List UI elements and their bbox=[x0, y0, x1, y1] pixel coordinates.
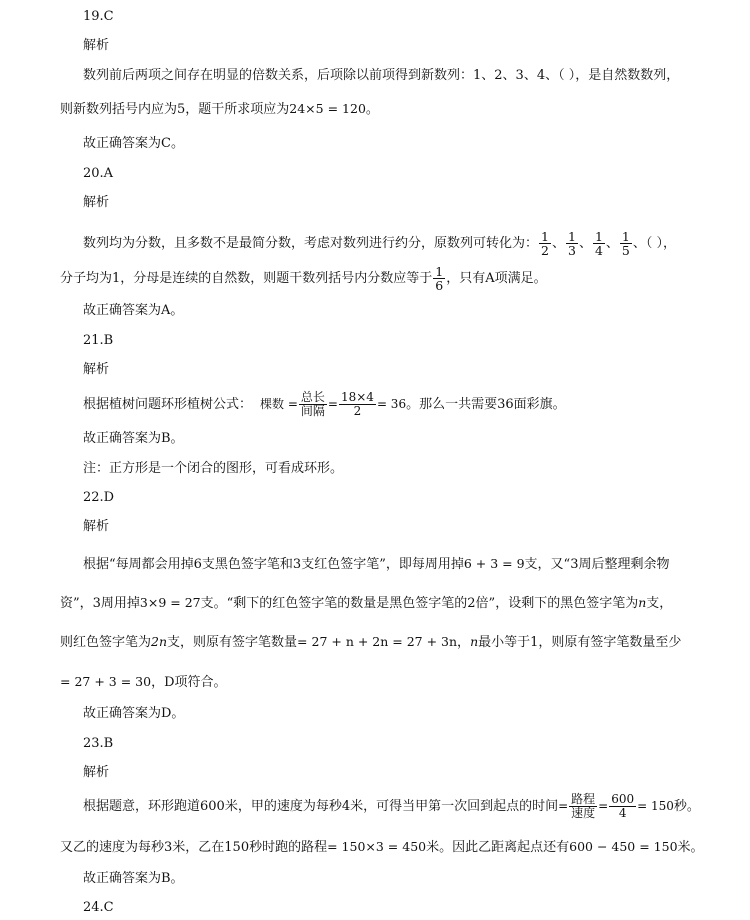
q21-fraction-1-num: 总长 bbox=[300, 390, 325, 404]
q22-formula-5: = 27 + 3 = 30 bbox=[60, 674, 152, 689]
question-24-answer: 24.C bbox=[83, 900, 114, 915]
q22-analysis-label: 解析 bbox=[83, 519, 110, 534]
q23-formula-2: 600 − 450 = 150 bbox=[569, 839, 678, 854]
q23-answer-text: 故正确答案为B。 bbox=[83, 871, 184, 886]
question-23-answer: 23.B bbox=[83, 736, 114, 751]
question-22-answer: 22.D bbox=[83, 490, 115, 505]
q20-text-a: 数列均为分数，且多数不是最简分数，考虑对数列进行约分，原数列可转化为： bbox=[83, 236, 539, 251]
q22-analysis-line-1 bbox=[83, 555, 669, 574]
q19-analysis-line-1: 数列前后两项之间存在明显的倍数关系，后项除以前项得到新数列：1、2、3、4、（ ），是自然数数列， bbox=[83, 68, 680, 83]
q21-analysis-line-1 bbox=[83, 386, 566, 422]
q20-fraction-3-num: 1 bbox=[594, 229, 603, 244]
q23-formula-1: = 150×3 = 450 bbox=[327, 839, 427, 854]
q22-text-2a: 资”，3周用掉 bbox=[60, 596, 140, 611]
q22-text-1a: 根据“每周都会用掉6支黑色签字笔和3支红色签字笔”，即每周用掉 bbox=[83, 557, 464, 572]
q21-lhs: 棵数 = bbox=[260, 397, 298, 411]
q20-sep-2: 、 bbox=[578, 236, 592, 251]
q20-fraction-3-den: 4 bbox=[594, 243, 603, 258]
q22-text-2b: 支。“剩下的红色签字笔的数量是黑色签字笔的2倍”，设剩下的黑色签字笔为 bbox=[200, 596, 639, 611]
q22-text-3c: ， bbox=[457, 635, 471, 650]
q20-fraction-4-den: 5 bbox=[621, 243, 630, 258]
q23-eq-2: = 150 bbox=[637, 799, 674, 813]
q23-fraction-1-den: 速度 bbox=[571, 806, 596, 820]
question-19-answer: 19.C bbox=[83, 9, 114, 24]
q23-analysis-label: 解析 bbox=[83, 765, 110, 780]
q20-fraction-2-den: 3 bbox=[567, 243, 576, 258]
q23-text-1b: 秒。 bbox=[673, 799, 700, 814]
q19-answer-text: 故正确答案为C。 bbox=[83, 136, 184, 151]
q22-text-3a: 则红色签字笔为 bbox=[60, 635, 152, 650]
q20-sep-3: 、 bbox=[605, 236, 619, 251]
q23-fraction-2 bbox=[609, 793, 636, 820]
q21-fraction-1 bbox=[299, 391, 327, 418]
q22-text-1b: 支，又“3周后整理剩余物 bbox=[524, 557, 670, 572]
q20-text-b: 分子均为1，分母是连续的自然数，则题干数列括号内分数应等于 bbox=[60, 271, 433, 286]
q20-fraction-3 bbox=[593, 230, 605, 257]
q22-formula-3: 2n bbox=[151, 634, 168, 649]
q20-fraction-5-den: 6 bbox=[435, 278, 444, 293]
q19-analysis-label: 解析 bbox=[83, 38, 110, 53]
q21-fraction-2-num: 18×4 bbox=[340, 390, 374, 404]
q22-analysis-line-2 bbox=[60, 594, 672, 613]
q23-fraction-1 bbox=[569, 793, 597, 820]
q23-analysis-line-1 bbox=[83, 788, 700, 824]
q22-formula-1: 6 + 3 = 9 bbox=[463, 556, 525, 571]
q23-fraction-1-num: 路程 bbox=[571, 792, 596, 806]
q23-eq-0: = bbox=[558, 799, 569, 813]
q20-fraction-5 bbox=[433, 265, 445, 292]
q20-text-end: 、（ ）， bbox=[632, 236, 677, 251]
question-20-answer: 20.A bbox=[83, 166, 114, 181]
q22-formula-4: = 27 + n + 2n = 27 + 3n bbox=[297, 634, 458, 649]
q21-text-a: 根据植树问题环形植树公式： bbox=[83, 397, 253, 412]
q23-text-2a: 又乙的速度为每秒3米，乙在150秒时跑的路程 bbox=[60, 840, 328, 855]
q22-var-n-1: n bbox=[638, 595, 647, 610]
q19-text-a: 则新数列括号内应为5，题干所求项应为 bbox=[60, 102, 290, 117]
q20-text-c: ，只有A项满足。 bbox=[446, 271, 547, 286]
q22-formula-2: 3×9 = 27 bbox=[139, 595, 201, 610]
q22-text-2c: 支， bbox=[646, 596, 673, 611]
q23-fraction-2-den: 4 bbox=[618, 806, 627, 820]
q20-fraction-4 bbox=[620, 230, 632, 257]
q19-analysis-line-2 bbox=[60, 100, 379, 119]
q23-text-1a: 根据题意，环形跑道600米，甲的速度为每秒4米，可得当甲第一次回到起点的时间 bbox=[83, 799, 559, 814]
q22-text-4b: ，D项符合。 bbox=[151, 675, 227, 690]
q23-text-2c: 米。 bbox=[677, 840, 704, 855]
q21-text-b: 。那么一共需要36面彩旗。 bbox=[406, 397, 566, 412]
q21-answer-text: 故正确答案为B。 bbox=[83, 431, 184, 446]
q23-text-2b: 米。因此乙距离起点还有 bbox=[426, 840, 570, 855]
q23-analysis-line-2 bbox=[60, 838, 704, 857]
q20-fraction-1 bbox=[539, 230, 551, 257]
q22-analysis-line-3 bbox=[60, 633, 681, 652]
q20-fraction-1-den: 2 bbox=[541, 243, 549, 258]
q22-text-3d: 最小等于1，则原有签字笔数量至少 bbox=[478, 635, 682, 650]
q22-analysis-line-4 bbox=[60, 673, 227, 692]
q19-text-b: 。 bbox=[365, 102, 379, 117]
q21-analysis-label: 解析 bbox=[83, 362, 110, 377]
q20-fraction-5-num: 1 bbox=[435, 264, 444, 279]
q22-text-3b: 支，则原有签字笔数量 bbox=[167, 635, 298, 650]
q23-eq-1: = bbox=[598, 799, 609, 813]
q20-analysis-label: 解析 bbox=[83, 195, 110, 210]
q22-var-n-2: n bbox=[470, 634, 479, 649]
q20-fraction-4-num: 1 bbox=[621, 229, 630, 244]
q21-note: 注：正方形是一个闭合的图形，可看成环形。 bbox=[83, 461, 344, 476]
q21-fraction-2-den: 2 bbox=[353, 404, 362, 418]
q20-fraction-2-num: 1 bbox=[567, 229, 576, 244]
q22-answer-text: 故正确答案为D。 bbox=[83, 706, 185, 721]
q21-eq-2: = 36 bbox=[376, 397, 407, 411]
q20-analysis-line-1 bbox=[83, 227, 676, 261]
q21-fraction-2 bbox=[339, 391, 376, 418]
q21-fraction-1-den: 间隔 bbox=[300, 404, 325, 418]
question-21-answer: 21.B bbox=[83, 333, 114, 348]
q20-fraction-2 bbox=[566, 230, 578, 257]
q20-answer-text: 故正确答案为A。 bbox=[83, 303, 184, 318]
q20-sep-1: 、 bbox=[551, 236, 565, 251]
q20-fraction-1-num: 1 bbox=[541, 229, 549, 244]
q21-eq-1: = bbox=[327, 397, 338, 411]
q19-formula: 24×5 = 120 bbox=[289, 101, 366, 116]
q23-fraction-2-num: 600 bbox=[611, 792, 635, 806]
q20-analysis-line-2 bbox=[60, 262, 547, 296]
